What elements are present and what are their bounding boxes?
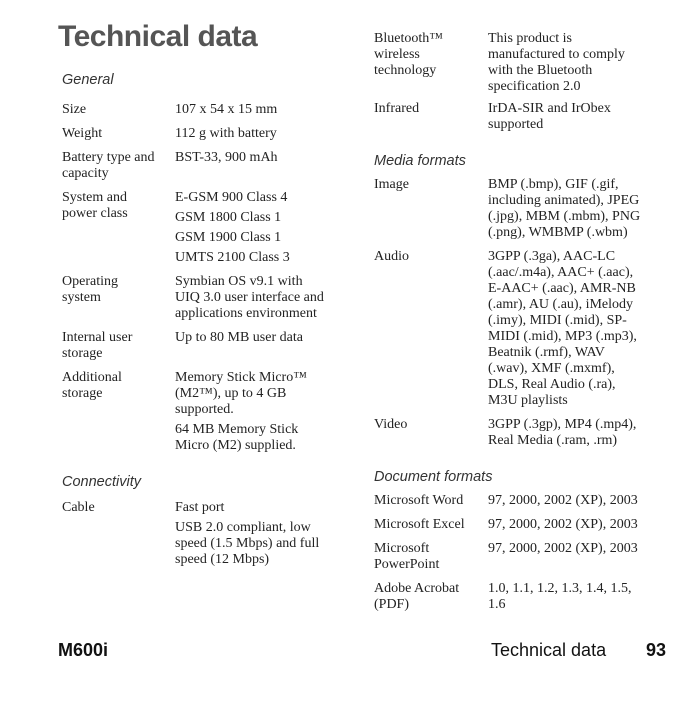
value-line: supported — [488, 117, 544, 132]
spec-value — [488, 417, 674, 449]
left-column — [62, 72, 352, 568]
label-line: Bluetooth™ — [374, 31, 443, 46]
spec-row-storage — [62, 330, 352, 362]
value-line: (.wav), XMF (.mxmf), — [488, 361, 615, 376]
value-line: Beatnik (.rmf), WAV — [488, 345, 605, 360]
spec-value: 97, 2000, 2002 (XP), 2003 — [488, 541, 638, 556]
spec-label: Microsoft Word — [374, 493, 464, 508]
value-line: (.imy), MIDI (.mid), SP- — [488, 313, 627, 328]
spec-label — [374, 31, 488, 95]
spec-value — [488, 249, 674, 409]
spec-row-size — [62, 102, 352, 118]
value-line: UMTS 2100 Class 3 — [175, 250, 290, 265]
value-line: manufactured to comply — [488, 47, 625, 62]
label-line: wireless — [374, 47, 420, 62]
label-line: Operating — [62, 274, 118, 289]
right-column — [374, 31, 674, 613]
label-line: (PDF) — [374, 597, 410, 612]
label-line: storage — [62, 386, 103, 401]
value-line: DLS, Real Audio (.ra), — [488, 377, 616, 392]
general-heading: General — [62, 72, 114, 88]
value-line: applications environment — [175, 306, 317, 321]
spec-row-video — [374, 417, 674, 449]
value-line: USB 2.0 compliant, low — [175, 520, 311, 535]
spec-value: 97, 2000, 2002 (XP), 2003 — [488, 517, 638, 532]
value-line: (M2™), up to 4 GB — [175, 386, 287, 401]
value-line: IrDA-SIR and IrObex — [488, 101, 611, 116]
page-title: Technical data — [58, 20, 258, 53]
label-line: technology — [374, 63, 437, 78]
value-line: BMP (.bmp), GIF (.gif, — [488, 177, 619, 192]
spec-row-os — [62, 274, 352, 322]
document-formats-heading: Document formats — [374, 469, 493, 485]
value-line: speed (1.5 Mbps) and full — [175, 536, 320, 551]
label-line: Battery type and — [62, 150, 155, 165]
spec-label: Image — [374, 177, 409, 192]
value-line: (.amr), AU (.au), iMelody — [488, 297, 634, 312]
footer-model: M600i — [58, 640, 109, 660]
value-line: Fast port — [175, 500, 225, 515]
label-line: Microsoft — [374, 541, 430, 556]
spec-row-infrared — [374, 101, 674, 133]
spec-value — [175, 370, 352, 454]
spec-label: Size — [62, 102, 87, 117]
spec-value — [175, 500, 352, 568]
spec-row-audio — [374, 249, 674, 409]
spec-label: Weight — [62, 126, 103, 141]
value-line: Micro (M2) supplied. — [175, 438, 296, 453]
value-line: specification 2.0 — [488, 79, 581, 94]
value-line: including animated), JPEG — [488, 193, 640, 208]
value-line: supported. — [175, 402, 234, 417]
spec-label — [374, 541, 488, 573]
value-line: 3GPP (.3gp), MP4 (.mp4), — [488, 417, 637, 432]
label-line: System and — [62, 190, 127, 205]
value-line: (.aac/.m4a), AAC+ (.aac), — [488, 265, 634, 280]
spec-label — [374, 581, 488, 613]
value-line: (.png), WMBMP (.wbm) — [488, 225, 628, 240]
spec-label: Microsoft Excel — [374, 517, 465, 532]
spec-value: Up to 80 MB user data — [175, 330, 303, 345]
spec-label: Audio — [374, 249, 409, 264]
media-formats-heading: Media formats — [374, 153, 466, 169]
spec-value: 112 g with battery — [175, 126, 277, 141]
label-line: Adobe Acrobat — [374, 581, 460, 596]
value-line: M3U playlists — [488, 393, 568, 408]
value-line: Symbian OS v9.1 with — [175, 274, 303, 289]
spec-value — [175, 274, 352, 322]
spec-label: Video — [374, 417, 408, 432]
spec-row-acrobat — [374, 581, 674, 613]
label-line: capacity — [62, 166, 109, 181]
value-line: UIQ 3.0 user interface and — [175, 290, 324, 305]
spec-value — [488, 581, 674, 613]
value-line: with the Bluetooth — [488, 63, 593, 78]
spec-value — [488, 31, 674, 95]
spec-row-excel — [374, 517, 674, 533]
spec-label — [62, 330, 175, 362]
value-line: E-GSM 900 Class 4 — [175, 190, 288, 205]
spec-row-powerpoint — [374, 541, 674, 573]
value-line: GSM 1900 Class 1 — [175, 230, 282, 245]
spec-value — [488, 101, 674, 133]
footer-section-title: Technical data — [491, 640, 607, 660]
spec-row-word — [374, 493, 674, 509]
spec-label — [62, 150, 175, 182]
value-line: speed (12 Mbps) — [175, 552, 270, 567]
value-line: 3GPP (.3ga), AAC-LC — [488, 249, 616, 264]
spec-value — [175, 190, 352, 266]
value-line: 1.0, 1.1, 1.2, 1.3, 1.4, 1.5, — [488, 581, 632, 596]
label-line: system — [62, 290, 101, 305]
spec-row-additional — [62, 370, 352, 454]
label-line: Internal user — [62, 330, 133, 345]
connectivity-heading: Connectivity — [62, 474, 141, 490]
spec-label — [62, 370, 175, 454]
value-line: MIDI (.mid), MP3 (.mp3), — [488, 329, 637, 344]
spec-value: 97, 2000, 2002 (XP), 2003 — [488, 493, 638, 508]
spec-value: BST-33, 900 mAh — [175, 150, 278, 165]
value-line: (.jpg), MBM (.mbm), PNG — [488, 209, 641, 224]
spec-row-bluetooth — [374, 31, 674, 95]
spec-row-battery — [62, 150, 352, 182]
label-line: PowerPoint — [374, 557, 440, 572]
spec-label — [62, 190, 175, 266]
spec-row-image — [374, 177, 674, 241]
label-line: storage — [62, 346, 103, 361]
value-line: 1.6 — [488, 597, 506, 612]
spec-label — [62, 274, 175, 322]
spec-label: Infrared — [374, 101, 420, 116]
value-line: Real Media (.ram, .rm) — [488, 433, 618, 448]
spec-row-weight — [62, 126, 352, 142]
value-line: E-AAC+ (.aac), AMR-NB — [488, 281, 636, 296]
spec-value: 107 x 54 x 15 mm — [175, 102, 278, 117]
spec-label: Cable — [62, 500, 95, 515]
value-line: GSM 1800 Class 1 — [175, 210, 282, 225]
value-line: Memory Stick Micro™ — [175, 370, 307, 385]
value-line: 64 MB Memory Stick — [175, 422, 299, 437]
label-line: Additional — [62, 370, 122, 385]
spec-value — [488, 177, 674, 241]
spec-row-cable — [62, 500, 352, 568]
spec-row-system — [62, 190, 352, 266]
value-line: This product is — [488, 31, 572, 46]
page-number: 93 — [646, 640, 667, 660]
label-line: power class — [62, 206, 128, 221]
